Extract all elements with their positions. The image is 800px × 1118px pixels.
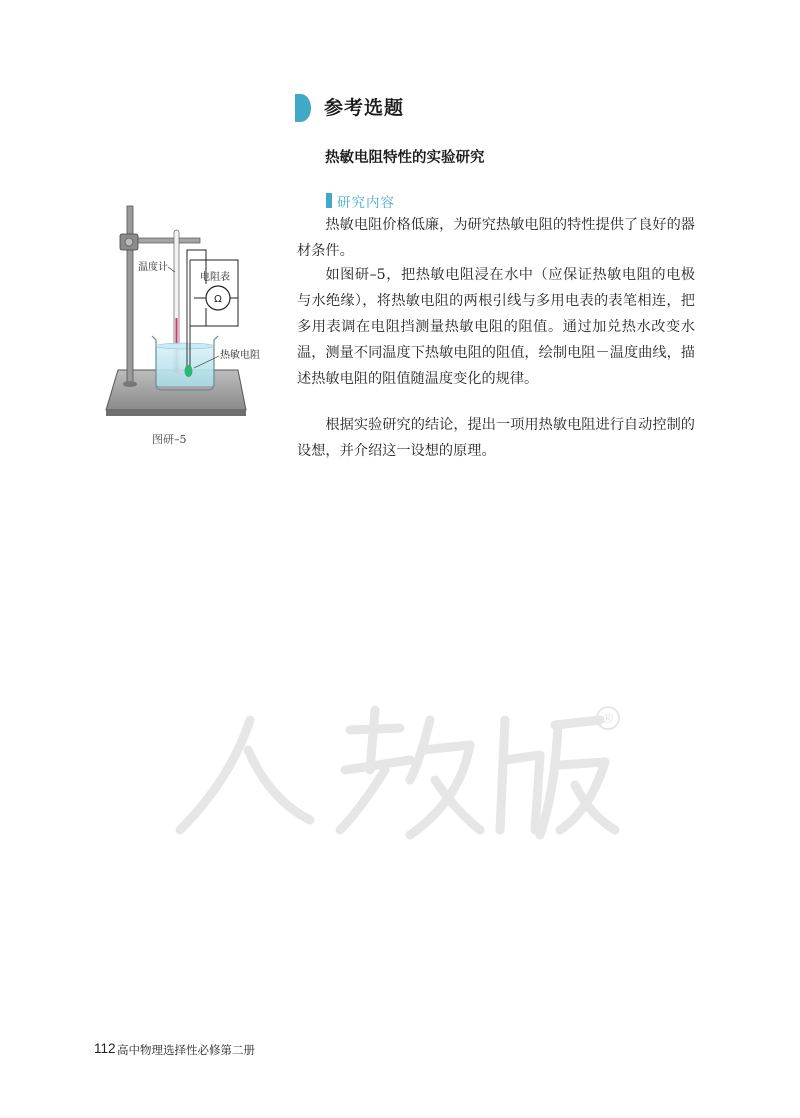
section-title: 参考选题 [324, 97, 405, 119]
publisher-watermark [160, 690, 630, 850]
stand-clamp [120, 234, 200, 250]
figure-caption: 图研–5 [152, 433, 187, 446]
page-number: 112 [94, 1041, 116, 1056]
paragraph-task: 根据实验研究的结论，提出一项用热敏电阻进行自动控制的设想，并介绍这一设想的原理。 [297, 417, 695, 459]
stand-rod [123, 206, 137, 387]
paragraph-intro: 热敏电阻价格低廉，为研究热敏电阻的特性提供了良好的器材条件。 [297, 217, 695, 259]
paragraph-method: 如图研–5，把热敏电阻浸在水中（应保证热敏电阻的电极与水绝缘），将热敏电阻的两根引线与多用电表的表笔相连，把多用表调在电阻挡测量热敏电阻的阻值。通过加兑热水改变水温，测量不同温度下热敏电阻的阻值，绘制电阻－温度曲线，描述热敏电阻的阻值随温度变化的规律。 [297, 267, 695, 387]
ohmmeter-symbol: Ω [214, 294, 222, 305]
section-marker-icon [295, 94, 311, 122]
beaker [152, 336, 218, 390]
label-thermistor: 热敏电阻 [220, 350, 260, 361]
label-thermometer: 温度计 [138, 262, 168, 273]
research-tag-bar [326, 193, 332, 208]
watermark-registered-mark: ® [601, 712, 615, 727]
book-title: 高中物理选择性必修第二册 [117, 1043, 255, 1057]
ohmmeter [194, 286, 238, 310]
research-tag-label: 研究内容 [337, 195, 395, 211]
experiment-figure [98, 200, 278, 430]
topic-title: 热敏电阻特性的实验研究 [325, 150, 485, 166]
label-ohmmeter: 电阻表 [200, 272, 230, 283]
